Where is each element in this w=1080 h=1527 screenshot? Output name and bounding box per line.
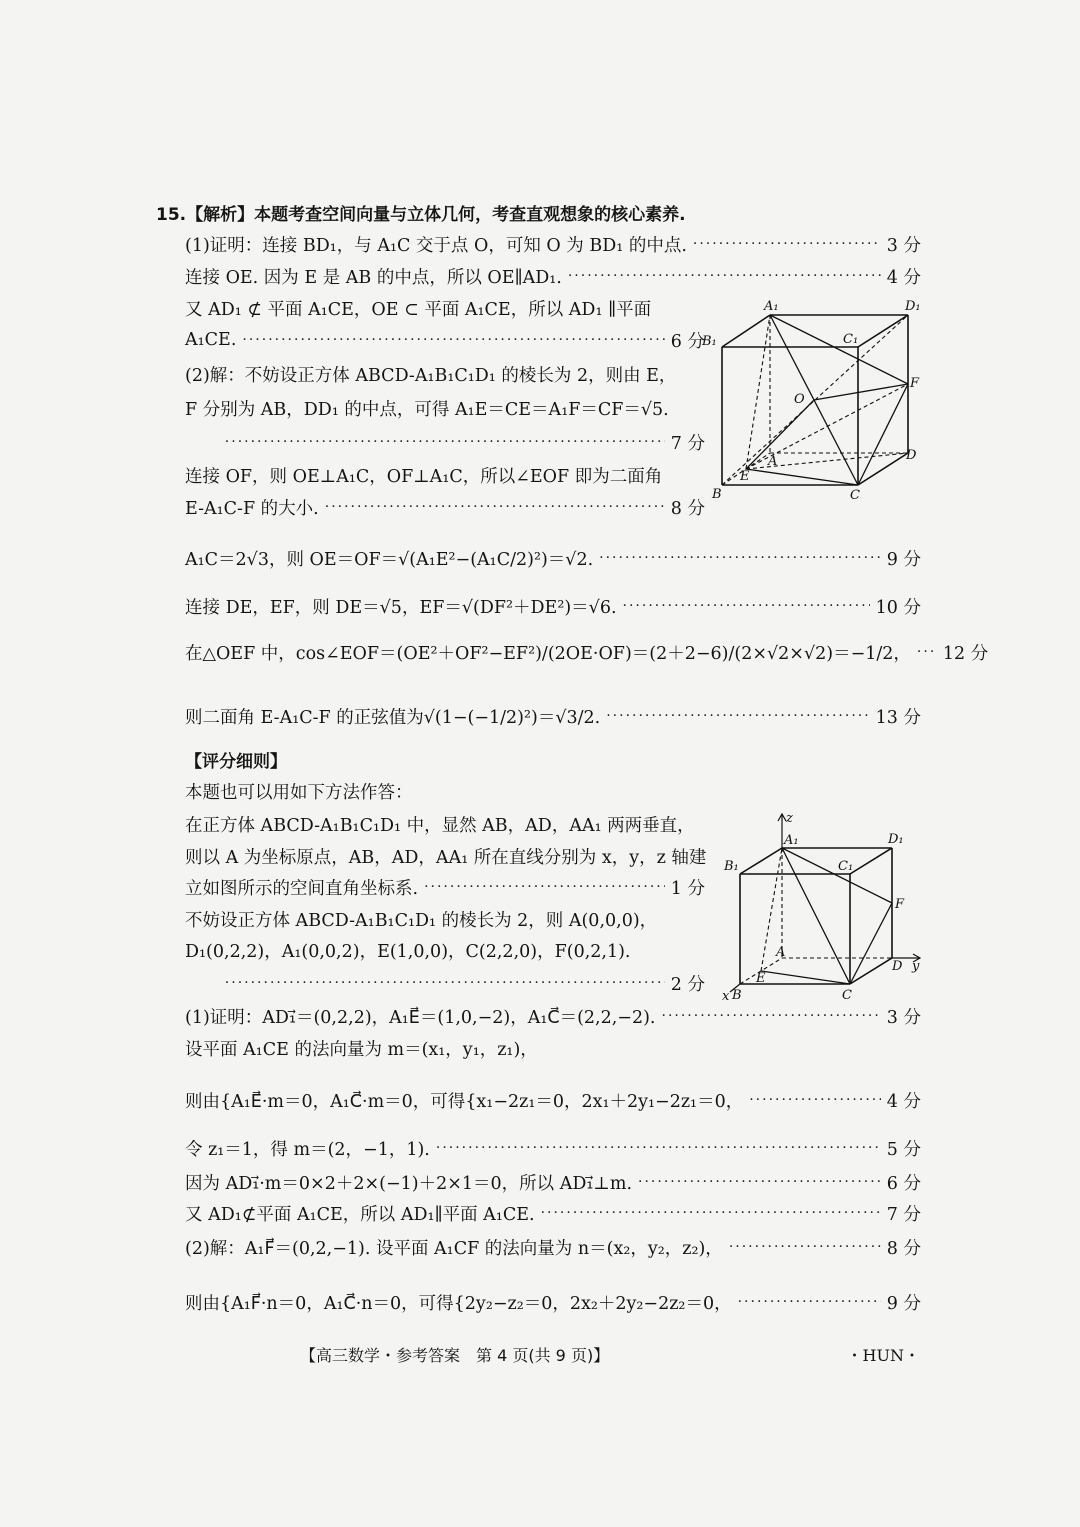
solution-line: 连接 OF，则 OE⊥A₁C，OF⊥A₁C，所以∠EOF 即为二面角 (185, 466, 663, 487)
grading-line: 则由{A₁E⃗·m＝0，A₁C⃗·m＝0，可得{x₁−2z₁＝0，2x₁＋2y₁−2z₁＝0， ····· 4 分 (185, 1082, 921, 1118)
solution-line: F 分别为 AB，DD₁ 的中点，可得 A₁E＝CE＝A₁F＝CF＝√5. (185, 399, 669, 420)
grading-line: 不妨设正方体 ABCD-A₁B₁C₁D₁ 的棱长为 2，则 A(0,0,0)， (185, 910, 658, 931)
grading-line: ····· 2 分 (185, 968, 705, 998)
solution-line: A₁CE. ····· 6 分 (185, 325, 705, 355)
page-footer (300, 1340, 920, 1368)
grading-line: (1)证明：AD₁⃗＝(0,2,2)，A₁E⃗＝(1,0,−2)，A₁C⃗＝(2,2,−2). ····· 3 分 (185, 1001, 921, 1031)
label-B: B (732, 988, 742, 1003)
grading-line: 设平面 A₁CE 的法向量为 m＝(x₁，y₁，z₁)， (185, 1039, 538, 1060)
solution-line: 在△OEF 中，cos∠EOF＝(OE²＋OF²−EF²)/(2OE·OF)＝(2＋2−6)/(2×√2×√2)＝−1/2， ····· 12 分 (185, 634, 921, 670)
label-D: D (906, 448, 917, 463)
solution-line: 则二面角 E-A₁C-F 的正弦值为√(1−(−1/2)²)＝√3/2. ····· 13 分 (185, 698, 921, 734)
solution-line: E-A₁C-F 的大小. ····· 8 分 (185, 492, 705, 522)
label-F: F (895, 897, 905, 912)
solution-line: 又 AD₁ ⊄ 平面 A₁CE，OE ⊂ 平面 A₁CE，所以 AD₁ ∥平面 (185, 299, 652, 320)
label-A1: A₁ (784, 833, 799, 848)
label-C: C (850, 488, 860, 503)
grading-line: 又 AD₁⊄平面 A₁CE，所以 AD₁∥平面 A₁CE. ····· 7 分 (185, 1198, 921, 1228)
footer-code: ・HUN・ (846, 1345, 920, 1365)
label-A: A (776, 945, 786, 960)
label-D1: D₁ (888, 832, 904, 847)
label-O: O (794, 392, 805, 407)
label-B1: B₁ (724, 859, 739, 874)
figure1-vertex-labels (701, 299, 921, 503)
grading-line: D₁(0,2,2)，A₁(0,0,2)，E(1,0,0)，C(2,2,0)，F(0,2,1). (185, 941, 631, 962)
label-x: x (722, 989, 730, 1004)
solution-line: (1)证明：连接 BD₁，与 A₁C 交于点 O，可知 O 为 BD₁ 的中点. ····· 3 分 (185, 229, 921, 259)
label-E: E (740, 469, 750, 484)
label-E: E (756, 971, 766, 986)
cube-figure-1 (700, 295, 930, 505)
label-C1: C₁ (838, 859, 854, 874)
grading-line: 因为 AD₁⃗·m＝0×2＋2×(−1)＋2×1＝0，所以 AD₁⃗⊥m. ····· 6 分 (185, 1167, 921, 1197)
grading-line: 在正方体 ABCD-A₁B₁C₁D₁ 中，显然 AB，AD，AA₁ 两两垂直， (185, 815, 695, 836)
label-C: C (842, 988, 852, 1003)
label-y: y (912, 959, 920, 974)
label-A1: A₁ (764, 299, 779, 314)
label-B1: B₁ (702, 334, 717, 349)
figure2-vertex-labels (722, 812, 920, 1004)
label-D: D (892, 959, 903, 974)
label-z: z (786, 812, 793, 826)
label-F: F (910, 376, 920, 391)
solution-line: (2)解：不妨设正方体 ABCD-A₁B₁C₁D₁ 的棱长为 2，则由 E， (185, 365, 677, 386)
grading-line: (2)解：A₁F⃗＝(0,2,−1). 设平面 A₁CF 的法向量为 n＝(x₂，y₂，z₂)， ····· 8 分 (185, 1232, 921, 1262)
problem-header: 15.【解析】本题考查空间向量与立体几何，考查直观想象的核心素养. (156, 204, 686, 225)
label-A: A (768, 454, 778, 469)
cube-figure-2 (720, 812, 930, 1004)
grading-line: 则由{A₁F⃗·n＝0，A₁C⃗·n＝0，可得{2y₂−z₂＝0，2x₂＋2y₂−2z₂＝0， ····· 9 分 (185, 1284, 921, 1320)
grading-line: 则以 A 为坐标原点，AB，AD，AA₁ 所在直线分别为 x，y，z 轴建 (185, 847, 707, 868)
grading-header: 【评分细则】 (185, 751, 287, 772)
label-C1: C₁ (843, 332, 859, 347)
solution-line: ····· 7 分 (185, 427, 705, 457)
grading-line: 立如图所示的空间直角坐标系. ····· 1 分 (185, 872, 705, 902)
label-D1: D₁ (905, 299, 921, 314)
grading-line: 本题也可以用如下方法作答： (185, 782, 413, 803)
footer-title: 【高三数学・参考答案 第 4 页(共 9 页)】 (300, 1345, 610, 1365)
solution-line: 连接 OE. 因为 E 是 AB 的中点，所以 OE∥AD₁. ····· 4 分 (185, 261, 921, 291)
solution-line: A₁C＝2√3，则 OE＝OF＝√(A₁E²−(A₁C/2)²)＝√2. ····· 9 分 (185, 540, 921, 576)
solution-line: 连接 DE，EF，则 DE＝√5，EF＝√(DF²＋DE²)＝√6. ····· 10 分 (185, 591, 921, 621)
grading-line: 令 z₁＝1，得 m＝(2，−1，1). ····· 5 分 (185, 1133, 921, 1163)
label-B: B (712, 487, 722, 502)
